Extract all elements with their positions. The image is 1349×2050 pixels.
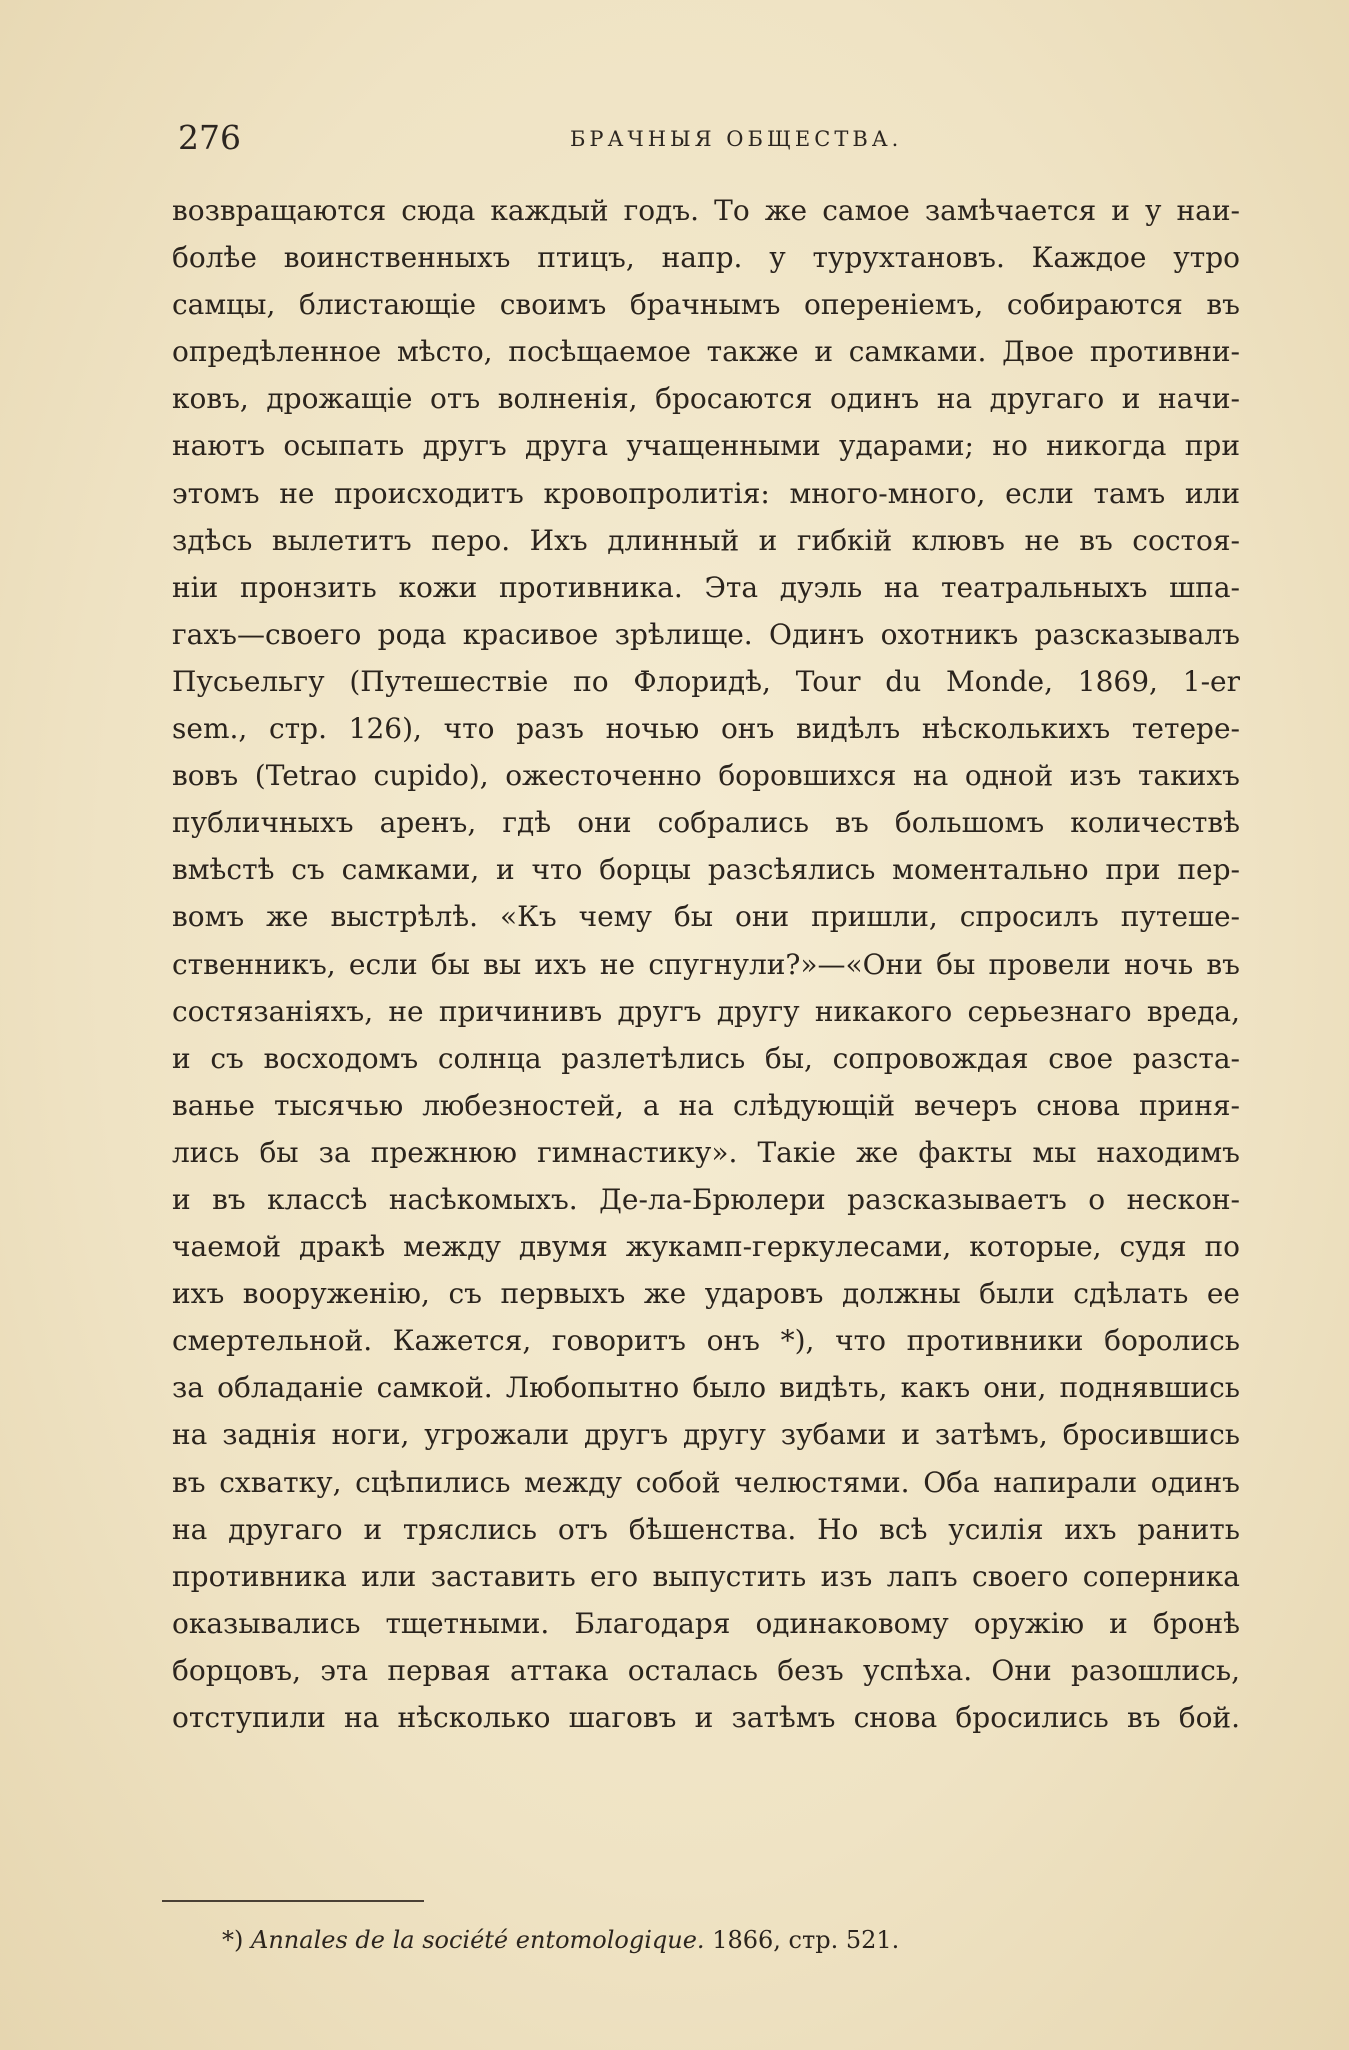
- footnote-divider: [162, 1900, 424, 1902]
- text-line: смертельной. Кажется, говоритъ онъ *), что противники боролись: [172, 1324, 1240, 1358]
- text-line: за обладаніе самкой. Любопытно было видѣть, какъ они, поднявшись: [172, 1371, 1240, 1405]
- text-line: самцы, блистающіе своимъ брачнымъ опереніемъ, собираются въ: [172, 288, 1240, 322]
- text-line: противника или заставить его выпустить изъ лапъ своего соперника: [172, 1559, 1240, 1593]
- text-line: ственникъ, если бы вы ихъ не спугнули?»—«Они бы провели ночь въ: [172, 947, 1240, 981]
- running-title: БРАЧНЫЯ ОБЩЕСТВА.: [570, 127, 903, 151]
- footnote-source: Annales de la société entomologique.: [251, 1926, 705, 1954]
- text-line: на другаго и тряслись отъ бѣшенства. Но всѣ усилія ихъ ранить: [172, 1512, 1240, 1546]
- text-line: вмѣстѣ съ самками, и что борцы разсѣялись моментально при пер-: [172, 853, 1240, 887]
- text-line: на заднія ноги, угрожали другъ другу зубами и затѣмъ, бросившись: [172, 1418, 1240, 1452]
- text-line: и въ классѣ насѣкомыхъ. Де-ла-Брюлери разсказываетъ о нескон-: [172, 1182, 1240, 1216]
- text-line: отступили на нѣсколько шаговъ и затѣмъ снова бросились въ бой.: [172, 1701, 1240, 1734]
- body-text: [172, 187, 1240, 1741]
- text-line: наютъ осыпать другъ друга учащенными ударами; но никогда при: [172, 429, 1240, 463]
- text-line: гахъ—своего рода красивое зрѣлище. Одинъ охотникъ разсказывалъ: [172, 617, 1240, 651]
- text-line: чаемой дракѣ между двумя жукамп-геркулесами, которые, судя по: [172, 1230, 1240, 1264]
- text-line: борцовъ, эта первая аттака осталась безъ успѣха. Они разошлись,: [172, 1653, 1240, 1687]
- text-line: этомъ не происходитъ кровопролитія: много-много, если тамъ или: [172, 476, 1240, 510]
- text-line: публичныхъ аренъ, гдѣ они собрались въ большомъ количествѣ: [172, 806, 1240, 840]
- text-line: вовъ (Tetrao cupido), ожесточенно боровшихся на одной изъ такихъ: [172, 759, 1240, 793]
- text-line: ніи пронзить кожи противника. Эта дуэль на театральныхъ шпа-: [172, 570, 1240, 604]
- page-number: 276: [178, 118, 241, 157]
- text-line: sem., стр. 126), что разъ ночью онъ видѣлъ нѣсколькихъ тетере-: [172, 712, 1240, 746]
- page-header: [170, 118, 1240, 168]
- footnote-marker: *): [222, 1926, 244, 1954]
- text-line: состязаніяхъ, не причинивъ другъ другу никакого серьезнаго вреда,: [172, 994, 1240, 1028]
- text-line: ванье тысячью любезностей, а на слѣдующій вечеръ снова приня-: [172, 1088, 1240, 1122]
- text-line: возвращаются сюда каждый годъ. То же самое замѣчается и у наи-: [172, 194, 1240, 227]
- text-line: здѣсь вылетитъ перо. Ихъ длинный и гибкій клювъ не въ состоя-: [172, 523, 1240, 557]
- footnote: [222, 1926, 1222, 1954]
- text-line: ихъ вооруженію, съ первыхъ же ударовъ должны были сдѣлать ее: [172, 1277, 1240, 1311]
- text-line: въ схватку, сцѣпились между собой челюстями. Оба напирали одинъ: [172, 1465, 1240, 1499]
- text-line: лись бы за прежнюю гимнастику». Такіе же факты мы находимъ: [172, 1135, 1240, 1169]
- text-line: ковъ, дрожащіе отъ волненія, бросаются одинъ на другаго и начи-: [172, 382, 1240, 416]
- text-line: оказывались тщетными. Благодаря одинаковому оружію и бронѣ: [172, 1606, 1240, 1640]
- text-line: Пусьельгу (Путешествіе по Флоридѣ, Tour du Monde, 1869, 1-er: [172, 664, 1240, 698]
- text-line: опредѣленное мѣсто, посѣщаемое также и самками. Двое противни-: [172, 335, 1240, 369]
- footnote-details: 1866, стр. 521.: [712, 1926, 900, 1954]
- text-line: и съ восходомъ солнца разлетѣлись бы, сопровождая свое разста-: [172, 1041, 1240, 1075]
- text-line: вомъ же выстрѣлѣ. «Къ чему бы они пришли, спросилъ путеше-: [172, 900, 1240, 934]
- text-line: болѣе воинственныхъ птицъ, напр. у турухтановъ. Каждое утро: [172, 241, 1240, 275]
